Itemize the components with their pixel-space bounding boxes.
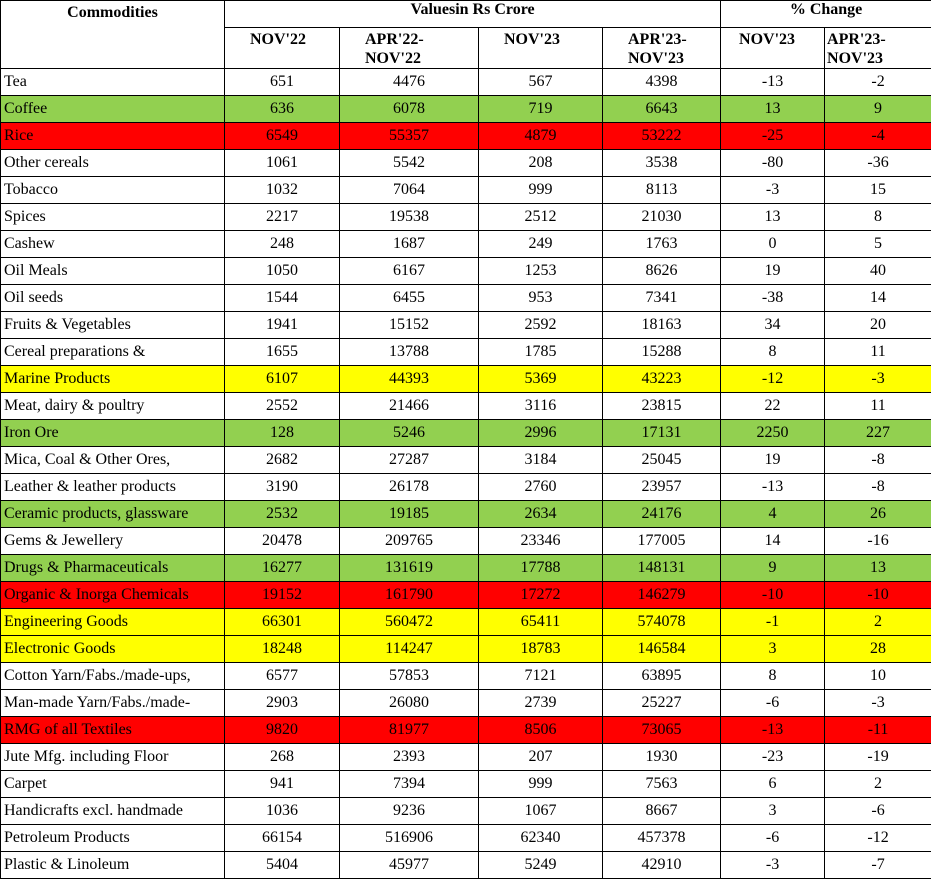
table-row bbox=[1, 123, 931, 150]
cell-change-apr23-nov23: 11 bbox=[825, 339, 931, 366]
commodity-name: Cereal preparations & bbox=[1, 339, 225, 366]
commodity-name: Organic & Inorga Chemicals bbox=[1, 582, 225, 609]
cell-nov22: 66154 bbox=[225, 825, 340, 852]
cell-nov22: 6577 bbox=[225, 663, 340, 690]
cell-nov23: 1785 bbox=[479, 339, 603, 366]
table-row bbox=[1, 96, 931, 123]
cell-change-apr23-nov23: -3 bbox=[825, 690, 931, 717]
cell-change-apr23-nov23: -10 bbox=[825, 582, 931, 609]
cell-change-nov23: 13 bbox=[721, 204, 825, 231]
cell-apr22-nov22: 45977 bbox=[340, 852, 479, 879]
cell-nov23: 2512 bbox=[479, 204, 603, 231]
cell-change-apr23-nov23: 13 bbox=[825, 555, 931, 582]
commodity-name: Petroleum Products bbox=[1, 825, 225, 852]
table-row bbox=[1, 204, 931, 231]
cell-apr23-nov23: 177005 bbox=[603, 528, 721, 555]
commodity-name: Rice bbox=[1, 123, 225, 150]
cell-apr23-nov23: 146584 bbox=[603, 636, 721, 663]
cell-nov22: 20478 bbox=[225, 528, 340, 555]
cell-apr23-nov23: 23957 bbox=[603, 474, 721, 501]
cell-nov23: 207 bbox=[479, 744, 603, 771]
cell-nov22: 1036 bbox=[225, 798, 340, 825]
cell-nov23: 2592 bbox=[479, 312, 603, 339]
cell-change-apr23-nov23: 10 bbox=[825, 663, 931, 690]
commodity-name: Handicrafts excl. handmade bbox=[1, 798, 225, 825]
commodity-name: Oil Meals bbox=[1, 258, 225, 285]
table-row bbox=[1, 339, 931, 366]
cell-nov23: 953 bbox=[479, 285, 603, 312]
col-header-nov23: NOV'23 bbox=[479, 28, 603, 69]
cell-nov23: 18783 bbox=[479, 636, 603, 663]
table-row bbox=[1, 609, 931, 636]
cell-change-nov23: 4 bbox=[721, 501, 825, 528]
cell-nov23: 2739 bbox=[479, 690, 603, 717]
cell-change-nov23: 8 bbox=[721, 663, 825, 690]
cell-change-nov23: 34 bbox=[721, 312, 825, 339]
cell-nov23: 2634 bbox=[479, 501, 603, 528]
cell-nov22: 2682 bbox=[225, 447, 340, 474]
table-row bbox=[1, 285, 931, 312]
cell-change-apr23-nov23: 20 bbox=[825, 312, 931, 339]
commodity-name: Marine Products bbox=[1, 366, 225, 393]
cell-apr22-nov22: 19538 bbox=[340, 204, 479, 231]
cell-apr23-nov23: 148131 bbox=[603, 555, 721, 582]
cell-apr22-nov22: 55357 bbox=[340, 123, 479, 150]
cell-change-nov23: -25 bbox=[721, 123, 825, 150]
commodity-name: Mica, Coal & Other Ores, bbox=[1, 447, 225, 474]
commodity-name: Leather & leather products bbox=[1, 474, 225, 501]
cell-nov23: 7121 bbox=[479, 663, 603, 690]
cell-apr23-nov23: 23815 bbox=[603, 393, 721, 420]
cell-change-apr23-nov23: 15 bbox=[825, 177, 931, 204]
table-row bbox=[1, 825, 931, 852]
cell-change-nov23: -13 bbox=[721, 474, 825, 501]
cell-apr22-nov22: 4476 bbox=[340, 69, 479, 96]
cell-change-nov23: -1 bbox=[721, 609, 825, 636]
cell-apr23-nov23: 7341 bbox=[603, 285, 721, 312]
cell-apr22-nov22: 1687 bbox=[340, 231, 479, 258]
cell-nov23: 17788 bbox=[479, 555, 603, 582]
cell-apr23-nov23: 8113 bbox=[603, 177, 721, 204]
cell-nov22: 6549 bbox=[225, 123, 340, 150]
cell-nov23: 208 bbox=[479, 150, 603, 177]
cell-apr22-nov22: 560472 bbox=[340, 609, 479, 636]
cell-nov22: 9820 bbox=[225, 717, 340, 744]
cell-apr23-nov23: 1763 bbox=[603, 231, 721, 258]
col-header-nov22: NOV'22 bbox=[225, 28, 340, 69]
cell-nov22: 2552 bbox=[225, 393, 340, 420]
cell-apr23-nov23: 8626 bbox=[603, 258, 721, 285]
cell-apr23-nov23: 15288 bbox=[603, 339, 721, 366]
table-row bbox=[1, 501, 931, 528]
cell-nov22: 1655 bbox=[225, 339, 340, 366]
cell-apr22-nov22: 114247 bbox=[340, 636, 479, 663]
commodity-name: Cotton Yarn/Fabs./made-ups, bbox=[1, 663, 225, 690]
cell-apr23-nov23: 73065 bbox=[603, 717, 721, 744]
commodity-name: Electronic Goods bbox=[1, 636, 225, 663]
table-row bbox=[1, 528, 931, 555]
cell-apr22-nov22: 6455 bbox=[340, 285, 479, 312]
cell-nov23: 4879 bbox=[479, 123, 603, 150]
commodity-name: Iron Ore bbox=[1, 420, 225, 447]
cell-apr22-nov22: 9236 bbox=[340, 798, 479, 825]
table-row bbox=[1, 582, 931, 609]
cell-apr23-nov23: 63895 bbox=[603, 663, 721, 690]
cell-change-nov23: -6 bbox=[721, 690, 825, 717]
cell-change-nov23: -10 bbox=[721, 582, 825, 609]
cell-nov23: 17272 bbox=[479, 582, 603, 609]
cell-apr22-nov22: 5542 bbox=[340, 150, 479, 177]
cell-apr22-nov22: 2393 bbox=[340, 744, 479, 771]
cell-nov22: 5404 bbox=[225, 852, 340, 879]
table-row bbox=[1, 852, 931, 879]
cell-nov22: 268 bbox=[225, 744, 340, 771]
table-row bbox=[1, 150, 931, 177]
cell-apr23-nov23: 53222 bbox=[603, 123, 721, 150]
commodity-name: Gems & Jewellery bbox=[1, 528, 225, 555]
cell-change-apr23-nov23: -4 bbox=[825, 123, 931, 150]
cell-nov23: 999 bbox=[479, 771, 603, 798]
cell-change-nov23: -80 bbox=[721, 150, 825, 177]
table-row bbox=[1, 798, 931, 825]
table-row bbox=[1, 474, 931, 501]
table-row bbox=[1, 231, 931, 258]
cell-change-apr23-nov23: -19 bbox=[825, 744, 931, 771]
cell-change-nov23: -13 bbox=[721, 69, 825, 96]
commodity-name: Drugs & Pharmaceuticals bbox=[1, 555, 225, 582]
table-row bbox=[1, 447, 931, 474]
cell-change-apr23-nov23: 9 bbox=[825, 96, 931, 123]
cell-nov22: 1061 bbox=[225, 150, 340, 177]
commodity-name: Man-made Yarn/Fabs./made- bbox=[1, 690, 225, 717]
cell-change-apr23-nov23: 2 bbox=[825, 609, 931, 636]
cell-nov22: 1032 bbox=[225, 177, 340, 204]
cell-change-apr23-nov23: 11 bbox=[825, 393, 931, 420]
cell-nov22: 1941 bbox=[225, 312, 340, 339]
cell-change-apr23-nov23: 14 bbox=[825, 285, 931, 312]
cell-nov22: 3190 bbox=[225, 474, 340, 501]
cell-change-apr23-nov23: 227 bbox=[825, 420, 931, 447]
cell-change-apr23-nov23: 26 bbox=[825, 501, 931, 528]
cell-change-apr23-nov23: -16 bbox=[825, 528, 931, 555]
commodity-name: Oil seeds bbox=[1, 285, 225, 312]
cell-nov22: 19152 bbox=[225, 582, 340, 609]
commodity-name: RMG of all Textiles bbox=[1, 717, 225, 744]
cell-change-apr23-nov23: -3 bbox=[825, 366, 931, 393]
cell-apr23-nov23: 4398 bbox=[603, 69, 721, 96]
cell-apr23-nov23: 146279 bbox=[603, 582, 721, 609]
cell-change-apr23-nov23: 2 bbox=[825, 771, 931, 798]
col-header-apr22-nov22: APR'22-NOV'22 bbox=[340, 28, 479, 69]
commodity-name: Engineering Goods bbox=[1, 609, 225, 636]
cell-apr23-nov23: 574078 bbox=[603, 609, 721, 636]
cell-change-nov23: -23 bbox=[721, 744, 825, 771]
cell-change-nov23: -3 bbox=[721, 177, 825, 204]
cell-nov22: 16277 bbox=[225, 555, 340, 582]
table-row bbox=[1, 717, 931, 744]
cell-apr23-nov23: 6643 bbox=[603, 96, 721, 123]
cell-change-nov23: 19 bbox=[721, 258, 825, 285]
commodity-name: Other cereals bbox=[1, 150, 225, 177]
cell-nov23: 8506 bbox=[479, 717, 603, 744]
cell-apr23-nov23: 457378 bbox=[603, 825, 721, 852]
col-header-change-nov23: NOV'23 bbox=[721, 28, 825, 69]
cell-apr23-nov23: 1930 bbox=[603, 744, 721, 771]
cell-change-apr23-nov23: 28 bbox=[825, 636, 931, 663]
cell-apr23-nov23: 25045 bbox=[603, 447, 721, 474]
cell-apr22-nov22: 81977 bbox=[340, 717, 479, 744]
cell-apr23-nov23: 42910 bbox=[603, 852, 721, 879]
cell-apr22-nov22: 516906 bbox=[340, 825, 479, 852]
cell-change-apr23-nov23: -11 bbox=[825, 717, 931, 744]
cell-nov23: 719 bbox=[479, 96, 603, 123]
cell-nov23: 62340 bbox=[479, 825, 603, 852]
cell-change-nov23: 13 bbox=[721, 96, 825, 123]
cell-nov22: 1544 bbox=[225, 285, 340, 312]
commodity-name: Cashew bbox=[1, 231, 225, 258]
commodity-name: Tea bbox=[1, 69, 225, 96]
cell-change-nov23: -38 bbox=[721, 285, 825, 312]
cell-apr23-nov23: 7563 bbox=[603, 771, 721, 798]
cell-change-apr23-nov23: -36 bbox=[825, 150, 931, 177]
cell-apr22-nov22: 15152 bbox=[340, 312, 479, 339]
table-row bbox=[1, 366, 931, 393]
table-row bbox=[1, 420, 931, 447]
table-row bbox=[1, 771, 931, 798]
cell-change-nov23: 8 bbox=[721, 339, 825, 366]
cell-change-nov23: 14 bbox=[721, 528, 825, 555]
cell-apr22-nov22: 209765 bbox=[340, 528, 479, 555]
cell-apr23-nov23: 3538 bbox=[603, 150, 721, 177]
cell-apr22-nov22: 7064 bbox=[340, 177, 479, 204]
cell-nov23: 5249 bbox=[479, 852, 603, 879]
commodity-name: Carpet bbox=[1, 771, 225, 798]
cell-apr23-nov23: 17131 bbox=[603, 420, 721, 447]
cell-nov22: 1050 bbox=[225, 258, 340, 285]
col-header-change-apr23-nov23: APR'23-NOV'23 bbox=[825, 28, 931, 69]
header-change-group: % Change bbox=[721, 1, 931, 28]
cell-nov22: 128 bbox=[225, 420, 340, 447]
cell-change-nov23: 2250 bbox=[721, 420, 825, 447]
cell-nov23: 2996 bbox=[479, 420, 603, 447]
cell-change-nov23: 3 bbox=[721, 798, 825, 825]
cell-apr22-nov22: 21466 bbox=[340, 393, 479, 420]
cell-nov22: 2903 bbox=[225, 690, 340, 717]
cell-apr23-nov23: 21030 bbox=[603, 204, 721, 231]
cell-nov23: 3116 bbox=[479, 393, 603, 420]
header-values-group: Valuesin Rs Crore bbox=[225, 1, 721, 28]
cell-change-apr23-nov23: -6 bbox=[825, 798, 931, 825]
cell-change-apr23-nov23: 8 bbox=[825, 204, 931, 231]
cell-change-nov23: -3 bbox=[721, 852, 825, 879]
commodity-name: Fruits & Vegetables bbox=[1, 312, 225, 339]
cell-nov23: 65411 bbox=[479, 609, 603, 636]
cell-apr22-nov22: 27287 bbox=[340, 447, 479, 474]
cell-nov23: 3184 bbox=[479, 447, 603, 474]
cell-apr22-nov22: 26080 bbox=[340, 690, 479, 717]
table-row bbox=[1, 744, 931, 771]
cell-nov22: 18248 bbox=[225, 636, 340, 663]
cell-change-nov23: -12 bbox=[721, 366, 825, 393]
cell-nov23: 1067 bbox=[479, 798, 603, 825]
cell-apr22-nov22: 7394 bbox=[340, 771, 479, 798]
cell-nov23: 23346 bbox=[479, 528, 603, 555]
cell-change-nov23: 0 bbox=[721, 231, 825, 258]
table-row bbox=[1, 636, 931, 663]
commodity-name: Tobacco bbox=[1, 177, 225, 204]
cell-change-nov23: 22 bbox=[721, 393, 825, 420]
cell-nov23: 1253 bbox=[479, 258, 603, 285]
cell-change-nov23: -13 bbox=[721, 717, 825, 744]
cell-nov23: 249 bbox=[479, 231, 603, 258]
cell-nov22: 636 bbox=[225, 96, 340, 123]
cell-change-apr23-nov23: 40 bbox=[825, 258, 931, 285]
table-row bbox=[1, 312, 931, 339]
table-row bbox=[1, 555, 931, 582]
cell-apr22-nov22: 13788 bbox=[340, 339, 479, 366]
cell-nov22: 248 bbox=[225, 231, 340, 258]
commodity-name: Spices bbox=[1, 204, 225, 231]
cell-apr23-nov23: 43223 bbox=[603, 366, 721, 393]
commodity-name: Jute Mfg. including Floor bbox=[1, 744, 225, 771]
cell-change-apr23-nov23: -2 bbox=[825, 69, 931, 96]
col-header-apr23-nov23: APR'23-NOV'23 bbox=[603, 28, 721, 69]
cell-nov22: 6107 bbox=[225, 366, 340, 393]
cell-apr23-nov23: 18163 bbox=[603, 312, 721, 339]
cell-apr22-nov22: 26178 bbox=[340, 474, 479, 501]
cell-apr23-nov23: 8667 bbox=[603, 798, 721, 825]
cell-nov23: 999 bbox=[479, 177, 603, 204]
table-row bbox=[1, 393, 931, 420]
cell-change-nov23: -6 bbox=[721, 825, 825, 852]
cell-apr22-nov22: 6078 bbox=[340, 96, 479, 123]
table-row bbox=[1, 177, 931, 204]
cell-apr22-nov22: 19185 bbox=[340, 501, 479, 528]
cell-change-nov23: 3 bbox=[721, 636, 825, 663]
cell-nov23: 5369 bbox=[479, 366, 603, 393]
cell-change-nov23: 19 bbox=[721, 447, 825, 474]
cell-nov22: 66301 bbox=[225, 609, 340, 636]
cell-change-apr23-nov23: -7 bbox=[825, 852, 931, 879]
table-row bbox=[1, 69, 931, 96]
cell-nov23: 567 bbox=[479, 69, 603, 96]
cell-apr22-nov22: 57853 bbox=[340, 663, 479, 690]
cell-nov23: 2760 bbox=[479, 474, 603, 501]
cell-change-apr23-nov23: -8 bbox=[825, 447, 931, 474]
cell-apr22-nov22: 5246 bbox=[340, 420, 479, 447]
cell-apr22-nov22: 131619 bbox=[340, 555, 479, 582]
table-row bbox=[1, 258, 931, 285]
cell-change-apr23-nov23: 5 bbox=[825, 231, 931, 258]
cell-apr22-nov22: 161790 bbox=[340, 582, 479, 609]
cell-apr23-nov23: 25227 bbox=[603, 690, 721, 717]
cell-nov22: 2532 bbox=[225, 501, 340, 528]
table-body bbox=[1, 69, 931, 879]
cell-change-apr23-nov23: -12 bbox=[825, 825, 931, 852]
table-row bbox=[1, 663, 931, 690]
header-commodities: Commodities bbox=[1, 1, 225, 69]
commodity-name: Coffee bbox=[1, 96, 225, 123]
cell-apr22-nov22: 44393 bbox=[340, 366, 479, 393]
cell-nov22: 651 bbox=[225, 69, 340, 96]
cell-change-nov23: 9 bbox=[721, 555, 825, 582]
commodity-name: Plastic & Linoleum bbox=[1, 852, 225, 879]
cell-nov22: 941 bbox=[225, 771, 340, 798]
table-row bbox=[1, 690, 931, 717]
cell-apr22-nov22: 6167 bbox=[340, 258, 479, 285]
commodity-name: Meat, dairy & poultry bbox=[1, 393, 225, 420]
cell-change-apr23-nov23: -8 bbox=[825, 474, 931, 501]
cell-change-nov23: 6 bbox=[721, 771, 825, 798]
cell-nov22: 2217 bbox=[225, 204, 340, 231]
commodity-name: Ceramic products, glassware bbox=[1, 501, 225, 528]
cell-apr23-nov23: 24176 bbox=[603, 501, 721, 528]
